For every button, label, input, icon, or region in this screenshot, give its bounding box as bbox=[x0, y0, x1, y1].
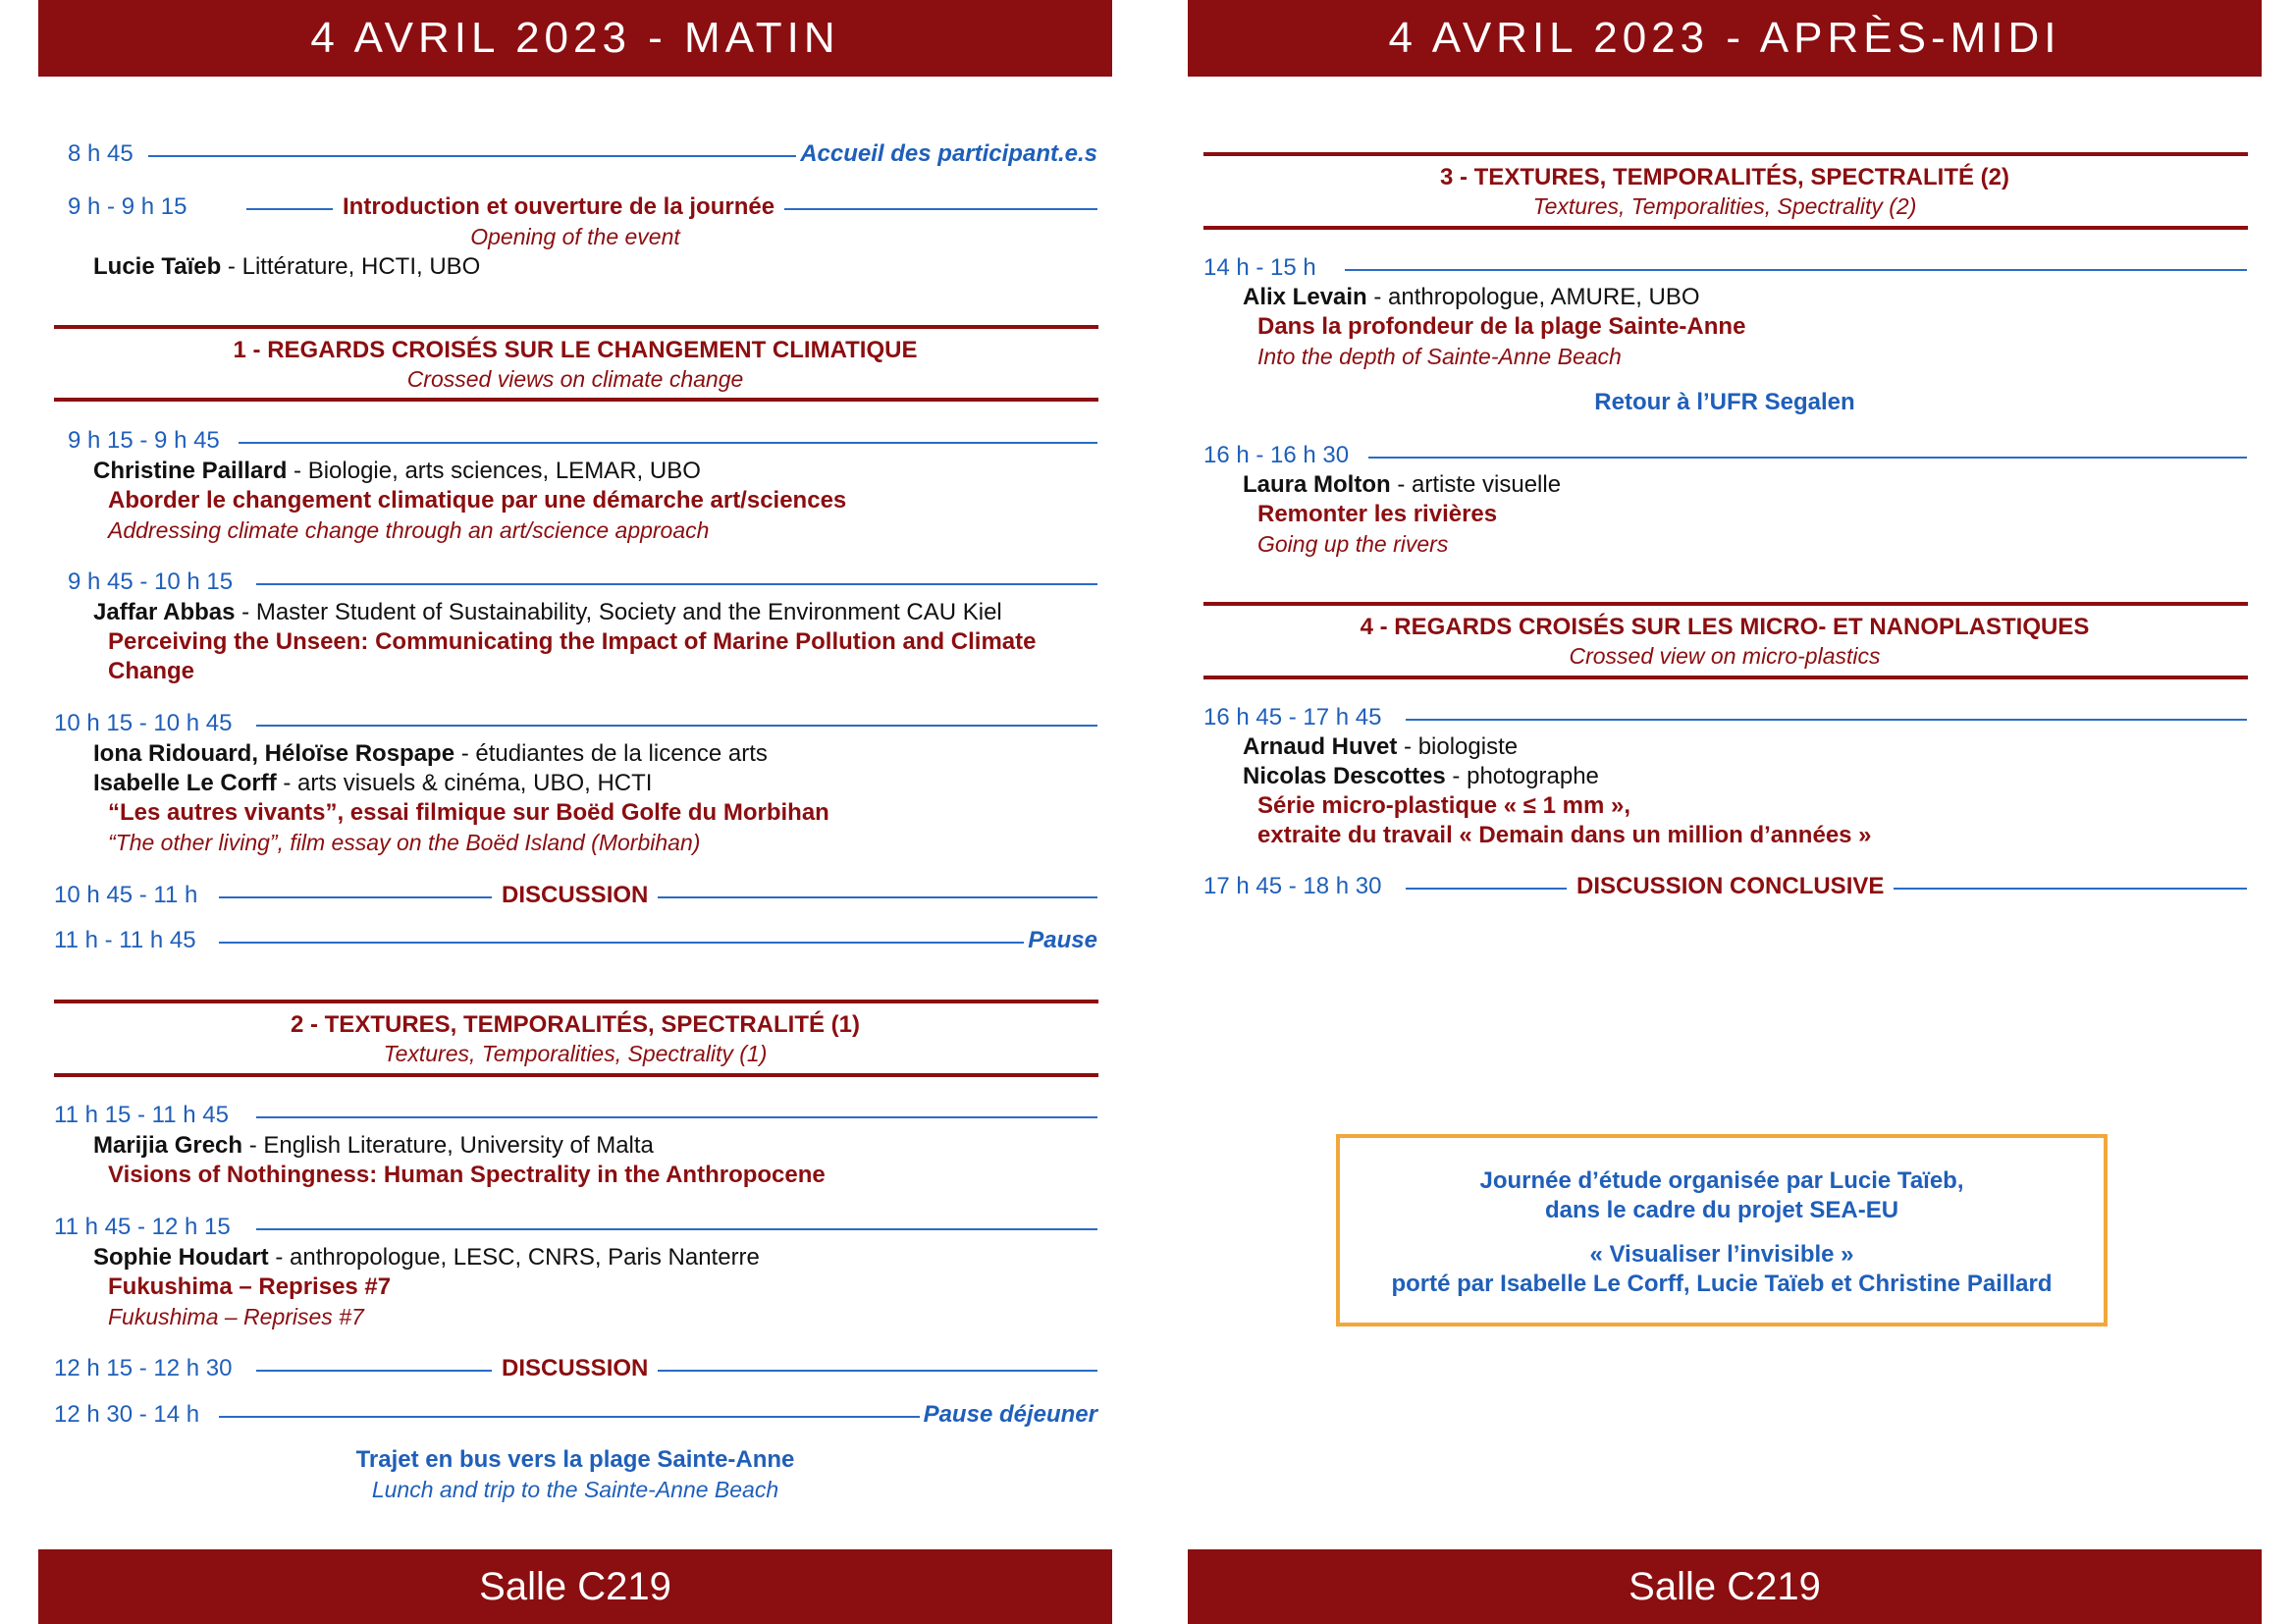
organizer-box bbox=[1336, 1134, 2108, 1326]
intro-title: Introduction et ouverture de la journée bbox=[333, 193, 784, 221]
intro-subtitle: Opening of the event bbox=[470, 224, 680, 249]
talk3-speaker2: Isabelle Le Corff - arts visuels & cinéma, UBO, HCTI bbox=[93, 770, 653, 796]
timeline-rule bbox=[256, 1116, 1097, 1118]
talk8-title: Série micro-plastique « ≤ 1 mm », bbox=[1257, 792, 1630, 819]
return-label: Retour à l’UFR Segalen bbox=[1594, 389, 1855, 415]
talk4-title: Visions of Nothingness: Human Spectrality in the Anthropocene bbox=[108, 1162, 826, 1188]
talk5-subtitle: Fukushima – Reprises #7 bbox=[108, 1304, 364, 1329]
section-rule bbox=[1203, 602, 2248, 606]
talk2-time: 9 h 45 - 10 h 15 bbox=[68, 568, 234, 595]
morning-page bbox=[38, 0, 1112, 1624]
section-rule bbox=[1203, 152, 2248, 156]
talk7-subtitle: Going up the rivers bbox=[1257, 531, 1449, 557]
organizer-line2: dans le cadre du projet SEA-EU bbox=[1544, 1197, 1899, 1223]
talk1-title: Aborder le changement climatique par une démarche art/sciences bbox=[108, 487, 847, 514]
section4-title: 4 - REGARDS CROISÉS SUR LES MICRO- ET NANOPLASTIQUES bbox=[1360, 614, 2090, 640]
discussion2-time: 12 h 15 - 12 h 30 bbox=[54, 1355, 233, 1381]
lunch-label: Pause déjeuner bbox=[920, 1401, 1097, 1429]
talk3-time: 10 h 15 - 10 h 45 bbox=[54, 710, 233, 736]
talk4-time: 11 h 15 - 11 h 45 bbox=[54, 1102, 229, 1128]
talk1-speaker: Christine Paillard - Biologie, arts sciences, LEMAR, UBO bbox=[93, 458, 701, 484]
discussion2-label: DISCUSSION bbox=[492, 1355, 658, 1382]
talk3-subtitle: “The other living”, film essay on the Boëd Island (Morbihan) bbox=[108, 830, 701, 855]
talk8-speaker2: Nicolas Descottes - photographe bbox=[1243, 763, 1599, 789]
talk5-speaker: Sophie Houdart - anthropologue, LESC, CNRS, Paris Nanterre bbox=[93, 1244, 760, 1271]
section1-title: 1 - REGARDS CROISÉS SUR LE CHANGEMENT CLIMATIQUE bbox=[233, 337, 918, 363]
timeline-rule bbox=[219, 942, 1053, 944]
closing-label: DISCUSSION CONCLUSIVE bbox=[1567, 873, 1894, 900]
section2-title: 2 - TEXTURES, TEMPORALITÉS, SPECTRALITÉ (1) bbox=[290, 1011, 861, 1038]
timeline-rule bbox=[1345, 269, 2247, 271]
section3-title: 3 - TEXTURES, TEMPORALITÉS, SPECTRALITÉ (2) bbox=[1439, 164, 2010, 190]
talk8-speaker1: Arnaud Huvet - biologiste bbox=[1243, 733, 1519, 760]
section-rule bbox=[54, 1073, 1098, 1077]
afternoon-footer: Salle C219 bbox=[1188, 1549, 2262, 1624]
section4-subtitle: Crossed view on micro-plastics bbox=[1569, 643, 1881, 669]
lunch-time: 12 h 30 - 14 h bbox=[54, 1401, 200, 1428]
closing-time: 17 h 45 - 18 h 30 bbox=[1203, 873, 1382, 899]
talk2-speaker: Jaffar Abbas - Master Student of Sustainability, Society and the Environment CAU Kiel bbox=[93, 599, 1002, 625]
section1-subtitle: Crossed views on climate change bbox=[406, 366, 744, 392]
timeline-rule bbox=[148, 155, 830, 157]
talk7-time: 16 h - 16 h 30 bbox=[1203, 442, 1350, 468]
intro-time: 9 h - 9 h 15 bbox=[68, 193, 187, 220]
organizer-line3: « Visualiser l’invisible » bbox=[1589, 1241, 1854, 1268]
pause1-label: Pause bbox=[1024, 927, 1097, 954]
timeline-rule bbox=[256, 583, 1097, 585]
bus-title: Trajet en bus vers la plage Sainte-Anne bbox=[355, 1446, 795, 1473]
morning-footer: Salle C219 bbox=[38, 1549, 1112, 1624]
talk2-title: Perceiving the Unseen: Communicating the Impact of Marine Pollution and Climate bbox=[108, 628, 1037, 655]
talk4-speaker: Marijia Grech - English Literature, University of Malta bbox=[93, 1132, 654, 1159]
timeline-rule bbox=[219, 896, 1097, 898]
welcome-time: 8 h 45 bbox=[68, 140, 133, 167]
talk6-time: 14 h - 15 h bbox=[1203, 254, 1316, 281]
section-rule bbox=[54, 398, 1098, 402]
talk1-subtitle: Addressing climate change through an art/science approach bbox=[108, 517, 710, 543]
section-rule bbox=[54, 325, 1098, 329]
section2-subtitle: Textures, Temporalities, Spectrality (1) bbox=[383, 1041, 768, 1066]
bus-subtitle: Lunch and trip to the Sainte-Anne Beach bbox=[371, 1477, 779, 1502]
timeline-rule bbox=[219, 1416, 926, 1418]
section-rule bbox=[54, 1000, 1098, 1003]
afternoon-header: 4 AVRIL 2023 - APRÈS-MIDI bbox=[1188, 0, 2262, 77]
talk2-title-cont: Change bbox=[108, 658, 195, 684]
section3-subtitle: Textures, Temporalities, Spectrality (2) bbox=[1532, 193, 1917, 219]
talk6-subtitle: Into the depth of Sainte-Anne Beach bbox=[1257, 344, 1622, 369]
talk7-title: Remonter les rivières bbox=[1257, 501, 1498, 527]
discussion1-label: DISCUSSION bbox=[492, 882, 658, 909]
discussion1-time: 10 h 45 - 11 h bbox=[54, 882, 198, 908]
talk8-title-cont: extraite du travail « Demain dans un million d’années » bbox=[1257, 822, 1872, 848]
talk5-time: 11 h 45 - 12 h 15 bbox=[54, 1214, 231, 1240]
talk8-time: 16 h 45 - 17 h 45 bbox=[1203, 704, 1382, 731]
welcome-label: Accueil des participant.e.s bbox=[796, 140, 1097, 168]
section-rule bbox=[1203, 676, 2248, 679]
morning-header: 4 AVRIL 2023 - MATIN bbox=[38, 0, 1112, 77]
talk6-title: Dans la profondeur de la plage Sainte-Anne bbox=[1257, 313, 1746, 340]
organizer-line4: porté par Isabelle Le Corff, Lucie Taïeb et Christine Paillard bbox=[1391, 1271, 2053, 1297]
talk1-time: 9 h 15 - 9 h 45 bbox=[68, 427, 220, 454]
talk6-speaker: Alix Levain - anthropologue, AMURE, UBO bbox=[1243, 284, 1700, 310]
talk7-speaker: Laura Molton - artiste visuelle bbox=[1243, 471, 1562, 498]
afternoon-page bbox=[1188, 0, 2262, 1624]
talk3-speaker1: Iona Ridouard, Héloïse Rospape - étudiantes de la licence arts bbox=[93, 740, 768, 767]
timeline-rule bbox=[1368, 457, 2247, 459]
timeline-rule bbox=[256, 1370, 1097, 1372]
timeline-rule bbox=[239, 442, 1097, 444]
section-rule bbox=[1203, 226, 2248, 230]
talk3-title: “Les autres vivants”, essai filmique sur Boëd Golfe du Morbihan bbox=[108, 799, 829, 826]
timeline-rule bbox=[256, 1228, 1097, 1230]
timeline-rule bbox=[1406, 719, 2247, 721]
timeline-rule bbox=[256, 725, 1097, 727]
organizer-line1: Journée d’étude organisée par Lucie Taïeb, bbox=[1479, 1167, 1964, 1194]
talk5-title: Fukushima – Reprises #7 bbox=[108, 1273, 392, 1300]
pause1-time: 11 h - 11 h 45 bbox=[54, 927, 196, 953]
intro-speaker: Lucie Taïeb - Littérature, HCTI, UBO bbox=[93, 253, 481, 280]
